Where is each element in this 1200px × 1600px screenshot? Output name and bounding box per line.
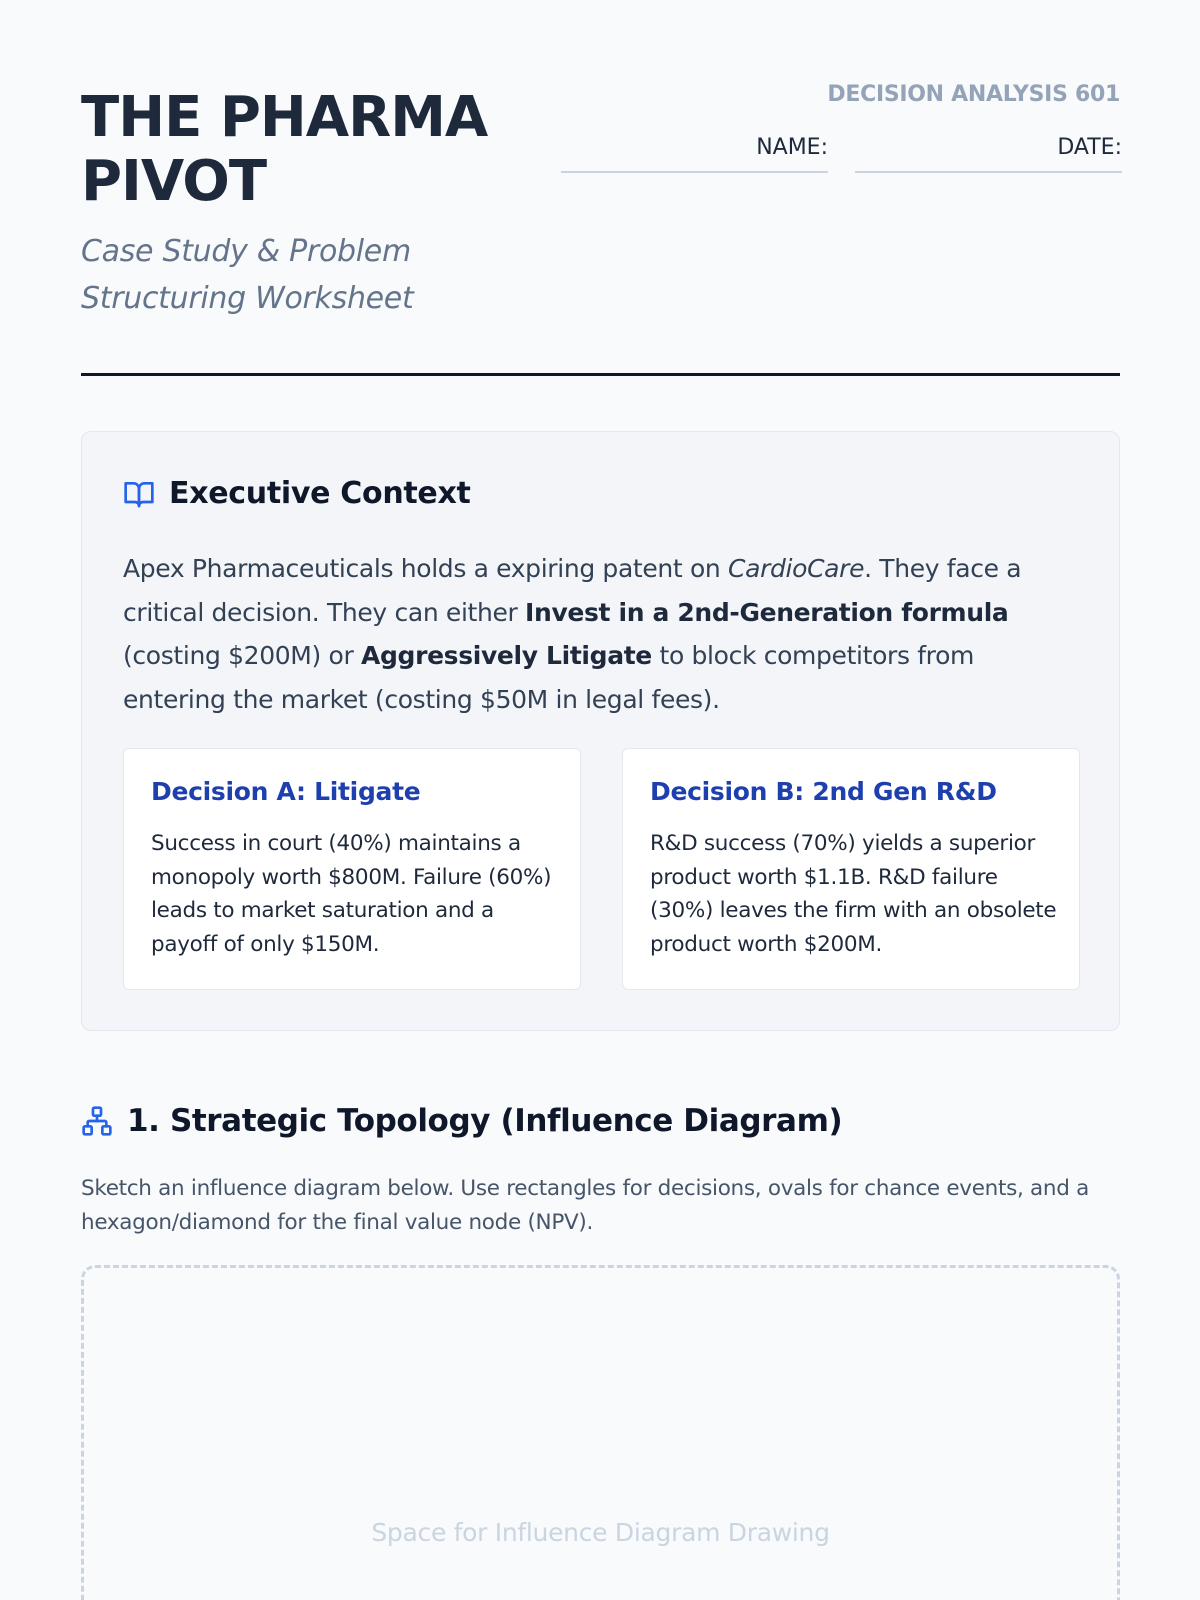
date-label: DATE: <box>1057 135 1122 160</box>
option-b-emphasis: Aggressively Litigate <box>361 641 652 670</box>
name-label: NAME: <box>756 135 828 160</box>
section-1-description: Sketch an influence diagram below. Use rectangles for decisions, ovals for chance events, and a hexagon/diamond for the final value node (NPV). <box>81 1176 1090 1235</box>
option-a-emphasis: Invest in a 2nd-Generation formula <box>525 597 1009 627</box>
section-1-title: 1. Strategic Topology (Influence Diagram) <box>127 1103 843 1139</box>
context-text-part: Apex Pharmaceuticals holds a expiring patent on <box>123 554 728 583</box>
influence-diagram-drawing-area[interactable] <box>81 1265 1120 1600</box>
section-1-heading <box>81 1103 842 1139</box>
context-text-part: (costing $200M) or <box>123 641 361 670</box>
executive-context-heading <box>123 476 471 511</box>
name-field[interactable] <box>561 132 828 173</box>
page-title: THE PHARMA PIVOT <box>81 85 488 214</box>
sitemap-icon <box>81 1105 113 1137</box>
worksheet-page <box>81 0 1120 1600</box>
decision-b-card <box>622 748 1080 990</box>
decision-a-title: Decision A: Litigate <box>151 777 421 806</box>
executive-context-text <box>123 547 1083 721</box>
course-label: DECISION ANALYSIS 601 <box>827 82 1120 107</box>
decision-b-title: Decision B: 2nd Gen R&D <box>650 777 997 806</box>
decision-b-text: R&D success (70%) yields a superior product worth $1.1B. R&D failure (30%) leaves the firm with an obsolete product worth $200M. <box>650 831 1057 957</box>
page-subtitle: Case Study & Problem Structuring Worksheet <box>81 234 414 316</box>
product-name: CardioCare <box>728 554 865 583</box>
decision-a-card <box>123 748 581 990</box>
decision-a-text: Success in court (40%) maintains a monopoly worth $800M. Failure (60%) leads to market saturation and a payoff of only $150M. <box>151 831 552 957</box>
book-open-icon <box>123 478 155 510</box>
context-text-part: . They face a critical decision. They can either <box>123 554 1022 627</box>
worksheet-header <box>81 80 1120 376</box>
executive-context-card <box>81 431 1120 1031</box>
context-text-part: to block competitors from entering the market (costing $50M in legal fees). <box>123 641 975 714</box>
drawing-area-placeholder: Space for Influence Diagram Drawing <box>371 1518 830 1547</box>
executive-context-title: Executive Context <box>169 476 471 511</box>
date-field[interactable] <box>855 132 1122 173</box>
